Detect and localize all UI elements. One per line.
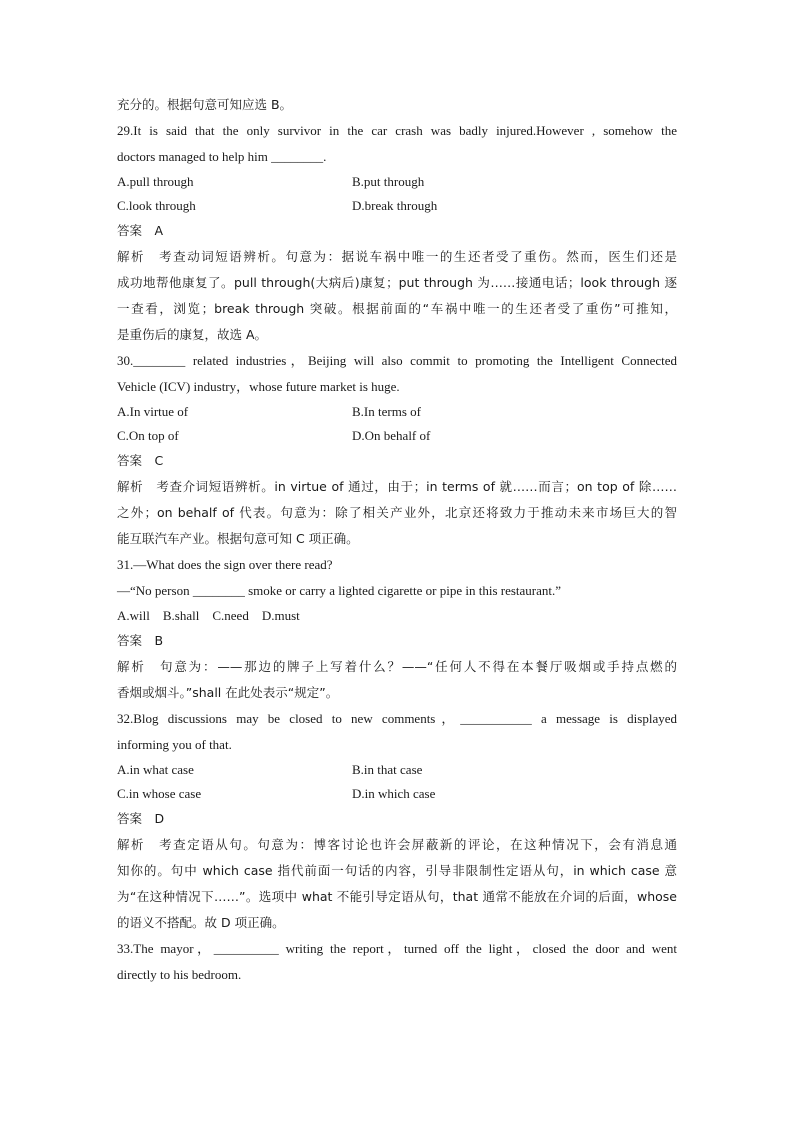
q29-explanation-line2: 成功地帮他康复了。pull through(大病后)康复；put through 为……接通电话；look through 逐 [117, 275, 677, 290]
q31-option-d: D.must [261, 608, 300, 623]
q31-explanation-line1: 解析 句意为：——那边的牌子上写着什么？——“任何人不得在本餐厅吸烟或手持点燃的 [117, 659, 677, 674]
q29-option-b: B.put through [352, 174, 425, 189]
q32-explanation-line1: 解析 考查定语从句。句意为：博客讨论也许会屏蔽新的评论，在这种情况下，会有消息通 [117, 837, 677, 852]
q32-option-b: B.in that case [352, 762, 423, 777]
q30-option-c: C.On top of [117, 428, 179, 443]
q30-explanation-line3: 能互联汽车产业。根据句意可知 C 项正确。 [117, 531, 359, 546]
q29-explanation-line4: 是重伤后的康复，故选 A。 [117, 327, 268, 342]
q30-stem-line1: 30.________ related industries，Beijing will also commit to promoting the Intelligent Connected [117, 353, 677, 368]
q32-explanation-line4: 的语义不搭配。故 D 项正确。 [117, 915, 285, 930]
q29-options-row2 [117, 194, 677, 218]
q30-explanation-line1: 解析 考查介词短语辨析。in virtue of 通过，由于；in terms of 就……而言；on top of 除…… [117, 479, 677, 494]
q29-option-d: D.break through [352, 198, 438, 213]
q33-stem-line2: directly to his bedroom. [117, 967, 242, 982]
q31-stem-line1: 31.—What does the sign over there read? [117, 557, 333, 572]
q29-stem-line2: doctors managed to help him ________. [117, 149, 327, 164]
q31-option-b: B.shall [162, 608, 200, 623]
q31-option-c: C.need [212, 608, 249, 623]
q29-option-a: A.pull through [117, 174, 194, 189]
document-page [117, 92, 677, 988]
q29-explanation-line1: 解析 考查动词短语辨析。句意为：据说车祸中唯一的生还者受了重伤。然而，医生们还是 [117, 249, 677, 264]
q32-option-c: C.in whose case [117, 786, 202, 801]
q30-explanation-line2: 之外；on behalf of 代表。句意为：除了相关产业外，北京还将致力于推动未来市场巨大的智 [117, 505, 677, 520]
q30-options-row1 [117, 400, 677, 424]
q32-options-row1 [117, 758, 677, 782]
q32-option-a: A.in what case [117, 762, 194, 777]
q32-options-row2 [117, 782, 677, 806]
q32-stem-line1: 32.Blog discussions may be closed to new comments，___________ a message is displayed [117, 711, 677, 726]
q31-stem-line2: —“No person ________ smoke or carry a lighted cigarette or pipe in this restaurant.” [117, 583, 562, 598]
q32-option-d: D.in which case [352, 786, 436, 801]
q31-options-row [117, 604, 677, 628]
q32-explanation-line2: 知你的。句中 which case 指代前面一句话的内容，引导非限制性定语从句，in which case 意 [117, 863, 677, 878]
q29-options-row1 [117, 170, 677, 194]
q30-option-a: A.In virtue of [117, 404, 189, 419]
q31-option-a: A.will [117, 608, 150, 623]
q29-answer: 答案 A [117, 223, 164, 238]
q32-stem-line2: informing you of that. [117, 737, 232, 752]
q30-stem-line2: Vehicle (ICV) industry，whose future market is huge. [117, 379, 400, 394]
q29-explanation-line3: 一查看，浏览；break through 突破。根据前面的“车祸中唯一的生还者受了重伤”可推知， [117, 301, 677, 316]
q32-answer: 答案 D [117, 811, 165, 826]
q30-option-b: B.In terms of [352, 404, 421, 419]
q29-stem-line1: 29.It is said that the only survivor in the car crash was badly injured.However , somehow the [117, 123, 677, 138]
q32-explanation-line3: 为“在这种情况下……”。选项中 what 不能引导定语从句，that 通常不能放在介词的后面，whose [117, 889, 677, 904]
q30-answer: 答案 C [117, 453, 164, 468]
q30-options-row2 [117, 424, 677, 448]
q29-option-c: C.look through [117, 198, 196, 213]
q30-option-d: D.On behalf of [352, 428, 431, 443]
q33-stem-line1: 33.The mayor，__________ writing the report，turned off the light，closed the door and went [117, 941, 677, 956]
q31-explanation-line2: 香烟或烟斗。”shall 在此处表示“规定”。 [117, 685, 339, 700]
lead-text: 充分的。根据句意可知应选 B。 [117, 97, 293, 112]
q31-answer: 答案 B [117, 633, 164, 648]
